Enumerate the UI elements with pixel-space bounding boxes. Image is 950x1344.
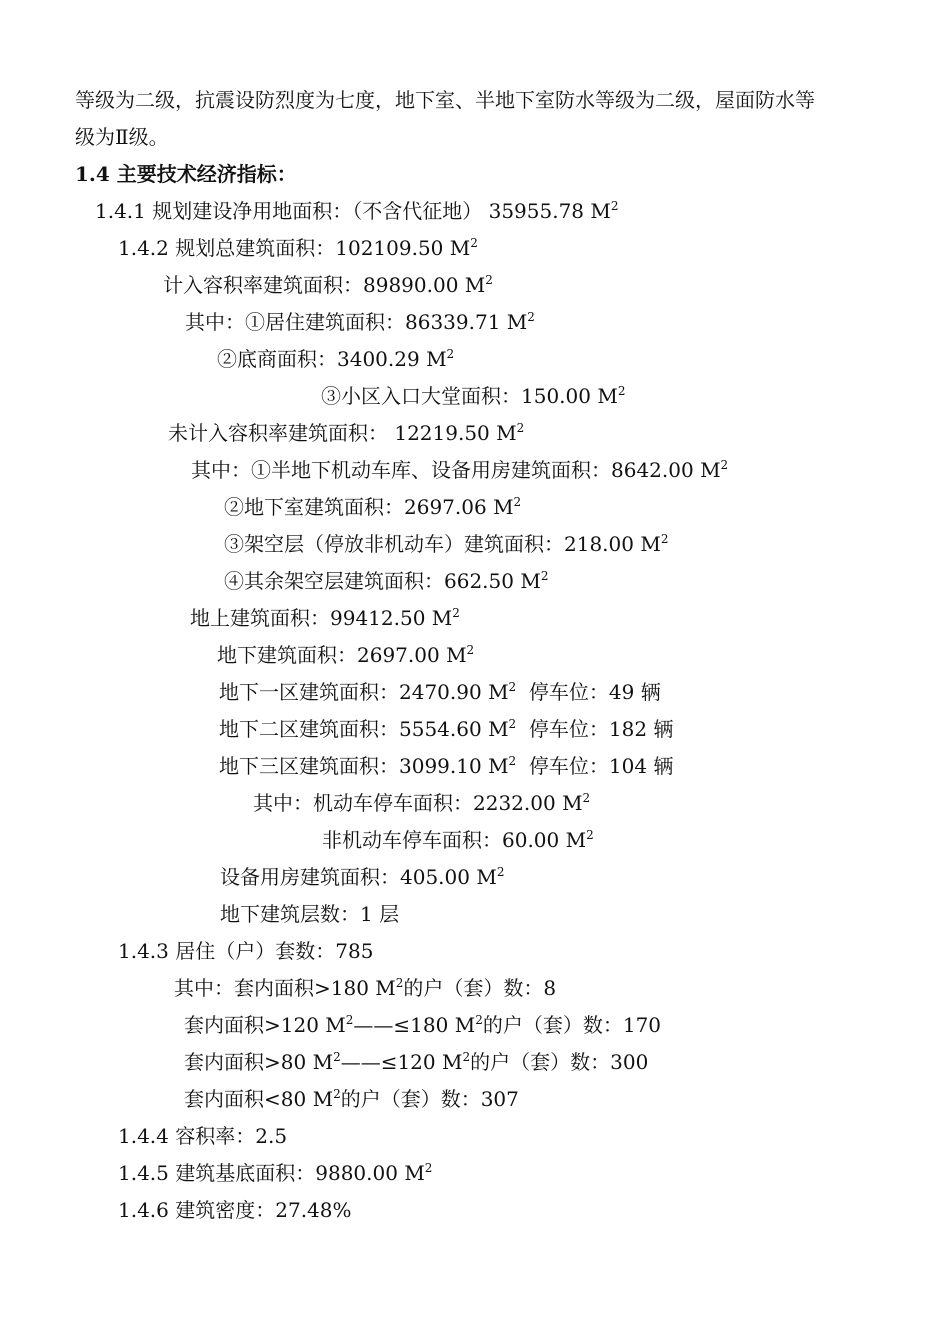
zone-b3: 地下三区建筑面积：3099.10 $M^2$ 停车位：104 辆 [219, 754, 674, 778]
intro-line-2: 级为Ⅱ级。 [75, 125, 169, 149]
item-1-4-3: 1.4.3 居住（户）套数：785 [118, 939, 374, 963]
motor-parking-area: 其中：机动车停车面积：2232.00 $M^2$ [253, 791, 591, 815]
zone-b1: 地下一区建筑面积：2470.90 $M^2$ 停车位：49 辆 [219, 680, 661, 704]
nonmotor-parking-area: 非机动车停车面积：60.00 $M^2$ [322, 828, 594, 852]
units-80-120: 套内面积>80 $M^2——\le 120$ $M^2$的户（套）数：300 [184, 1050, 649, 1074]
far-excluded-basement: ②地下室建筑面积：2697.06 $M^2$ [224, 495, 522, 519]
far-excluded-area: 未计入容积率建筑面积： 12219.50 $M^2$ [168, 421, 525, 445]
item-1-4-2: 1.4.2 规划总建筑面积：102109.50 $M^2$ [118, 236, 478, 260]
far-included-lobby: ③小区入口大堂面积：150.00 $M^2$ [321, 384, 626, 408]
zone-b2: 地下二区建筑面积：5554.60 $M^2$ 停车位：182 辆 [219, 717, 674, 741]
far-excluded-garage: 其中：①半地下机动车库、设备用房建筑面积：8642.00 $M^2$ [191, 458, 729, 482]
units-over-180: 其中：套内面积>180 $M^2$的户（套）数：8 [174, 976, 557, 1000]
above-ground-area: 地上建筑面积：99412.50 $M^2$ [190, 606, 460, 630]
item-1-4-4: 1.4.4 容积率：2.5 [118, 1124, 288, 1148]
equipment-room-area: 设备用房建筑面积：405.00 $M^2$ [220, 865, 505, 889]
basement-floors: 地下建筑层数：1 层 [220, 902, 400, 926]
below-ground-area: 地下建筑面积：2697.00 $M^2$ [217, 643, 475, 667]
item-1-4-1: 1.4.1 规划建设净用地面积：（不含代征地） 35955.78 $M^2$ [95, 199, 619, 223]
intro-line-1: 等级为二级，抗震设防烈度为七度，地下室、半地下室防水等级为二级，屋面防水等 [75, 88, 815, 112]
section-heading: 1.4 主要技术经济指标： [75, 162, 297, 186]
far-included-shops: ②底商面积：3400.29 $M^2$ [217, 347, 455, 371]
item-1-4-6: 1.4.6 建筑密度：27.48% [118, 1198, 352, 1222]
far-included-residential: 其中：①居住建筑面积：86339.71 $M^2$ [185, 310, 535, 334]
item-1-4-5: 1.4.5 建筑基底面积：9880.00 $M^2$ [118, 1161, 433, 1185]
far-included-area: 计入容积率建筑面积：89890.00 $M^2$ [163, 273, 493, 297]
far-excluded-stilt-parking: ③架空层（停放非机动车）建筑面积：218.00 $M^2$ [224, 532, 669, 556]
far-excluded-stilt-other: ④其余架空层建筑面积：662.50 $M^2$ [224, 569, 549, 593]
units-under-80: 套内面积<80 $M^2$的户（套）数：307 [184, 1087, 519, 1111]
units-120-180: 套内面积>120 $M^2——\le 180$ $M^2$的户（套）数：170 [184, 1013, 662, 1037]
